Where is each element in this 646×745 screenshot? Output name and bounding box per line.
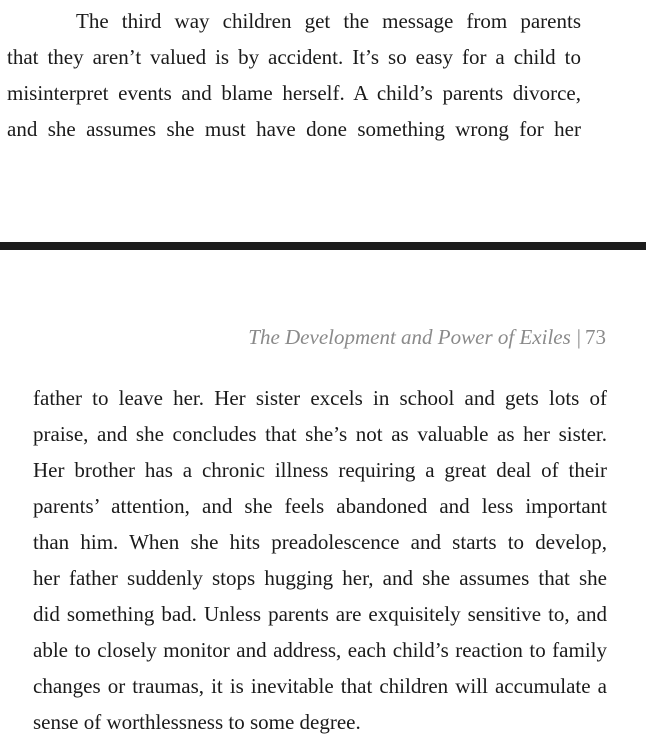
paragraph-line: than him. When she hits preadolescence and starts to develop,	[33, 530, 607, 554]
paragraph-line: that they aren’t valued is by accident. It’s so easy for a child to	[7, 45, 581, 69]
paragraph-line: praise, and she concludes that she’s not as valuable as her sister.	[33, 422, 607, 446]
paragraph-line: misinterpret events and blame herself. A child’s parents divorce,	[7, 81, 581, 105]
paragraph-line: sense of worthlessness to some degree.	[33, 710, 361, 734]
paragraph-line: and she assumes she must have done something wrong for her	[7, 117, 581, 141]
page-divider	[0, 242, 646, 250]
paragraph-line: Her brother has a chronic illness requiring a great deal of their	[33, 458, 607, 482]
paragraph-line: did something bad. Unless parents are exquisitely sensitive to, and	[33, 602, 607, 626]
running-header	[248, 320, 606, 354]
page-number: 73	[585, 325, 606, 349]
paragraph-line: The third way children get the message from parents	[76, 9, 581, 33]
paragraph-line: father to leave her. Her sister excels in school and gets lots of	[33, 386, 607, 410]
paragraph-line: parents’ attention, and she feels abandoned and less important	[33, 494, 607, 518]
paragraph-line: her father suddenly stops hugging her, and she assumes that she	[33, 566, 607, 590]
header-separator: |	[576, 325, 581, 349]
paragraph-line: able to closely monitor and address, each child’s reaction to family	[33, 638, 607, 662]
chapter-title: The Development and Power of Exiles	[248, 325, 571, 349]
paragraph-line: changes or traumas, it is inevitable that children will accumulate a	[33, 674, 607, 698]
